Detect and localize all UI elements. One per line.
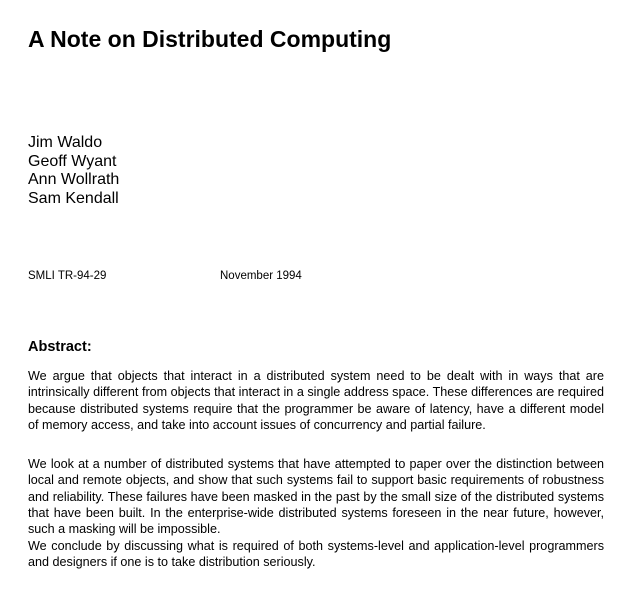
abstract-heading: Abstract: <box>28 339 92 355</box>
author-name: Geoff Wyant <box>28 152 117 170</box>
abstract-paragraph: We conclude by discussing what is required of both systems-level and application-level programmers and designers if one is to take distribution seriously. <box>28 539 604 570</box>
author-name: Sam Kendall <box>28 189 119 207</box>
author-name: Ann Wollrath <box>28 171 120 189</box>
author-name: Jim Waldo <box>28 134 103 151</box>
abstract-paragraph: We argue that objects that interact in a distributed system need to be dealt with in ways that are intrinsically different from objects that interact in a single address space. These differences are required because distributed systems require that the programmer be aware of latency, have a different model of memory access, and take into account issues of concurrency and partial failure. <box>28 369 604 432</box>
paper-title: A Note on Distributed Computing <box>28 26 392 52</box>
report-number: SMLI TR-94-29 <box>28 270 107 282</box>
report-date: November 1994 <box>220 270 302 282</box>
abstract-paragraph: We look at a number of distributed systems that have attempted to paper over the distinction between local and remote objects, and show that such systems fail to support basic requirements of robustness and reliability. These failures have been masked in the past by the small size of the distributed systems that have been built. In the enterprise-wide distributed systems foreseen in the near future, however, such a masking will be impossible. <box>28 457 604 537</box>
author-list <box>28 134 119 208</box>
